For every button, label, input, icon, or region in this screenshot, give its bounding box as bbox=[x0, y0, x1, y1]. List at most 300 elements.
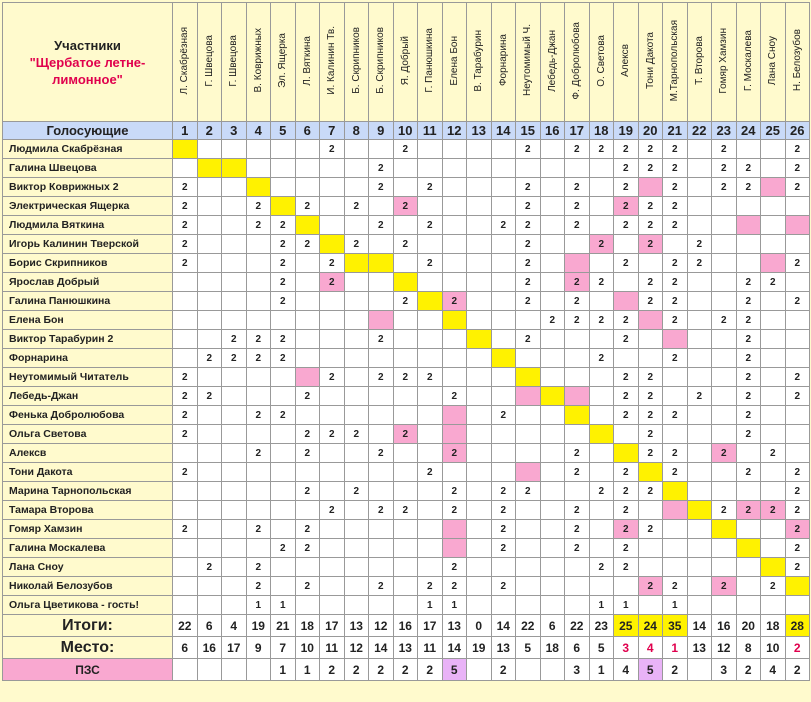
totals-value: 14 bbox=[687, 615, 712, 637]
vote-cell bbox=[393, 330, 418, 349]
vote-cell: 2 bbox=[614, 463, 639, 482]
vote-cell bbox=[197, 444, 222, 463]
vote-cell bbox=[712, 463, 737, 482]
vote-cell bbox=[491, 368, 516, 387]
vote-cell: 2 bbox=[271, 254, 296, 273]
participant-name: Л. Скабрёзная bbox=[179, 26, 191, 95]
vote-cell: 2 bbox=[638, 368, 663, 387]
vote-cell: 2 bbox=[418, 216, 443, 235]
vote-cell: 2 bbox=[687, 254, 712, 273]
vote-cell: 2 bbox=[369, 577, 394, 596]
participant-number: 25 bbox=[761, 122, 786, 140]
vote-cell: 2 bbox=[295, 577, 320, 596]
vote-cell: 2 bbox=[638, 482, 663, 501]
vote-cell bbox=[442, 311, 467, 330]
vote-cell bbox=[393, 406, 418, 425]
voter-name: Виктор Коврижных 2 bbox=[3, 178, 173, 197]
vote-cell bbox=[687, 558, 712, 577]
place-value: 18 bbox=[540, 637, 565, 659]
vote-cell: 2 bbox=[369, 501, 394, 520]
vote-cell bbox=[638, 178, 663, 197]
vote-cell: 2 bbox=[638, 273, 663, 292]
vote-cell bbox=[663, 235, 688, 254]
vote-cell: 2 bbox=[369, 159, 394, 178]
vote-cell bbox=[540, 463, 565, 482]
vote-cell bbox=[418, 444, 443, 463]
vote-cell bbox=[540, 387, 565, 406]
vote-cell: 2 bbox=[589, 482, 614, 501]
voter-row bbox=[3, 235, 810, 254]
vote-cell bbox=[467, 558, 492, 577]
voter-row bbox=[3, 577, 810, 596]
vote-cell bbox=[589, 330, 614, 349]
vote-cell bbox=[467, 368, 492, 387]
vote-cell bbox=[197, 140, 222, 159]
participant-header bbox=[761, 3, 786, 122]
place-value: 8 bbox=[736, 637, 761, 659]
voter-name: Фенька Добролюбова bbox=[3, 406, 173, 425]
vote-cell bbox=[418, 425, 443, 444]
vote-cell: 2 bbox=[295, 197, 320, 216]
vote-cell: 2 bbox=[736, 463, 761, 482]
vote-cell bbox=[173, 444, 198, 463]
vote-cell bbox=[516, 349, 541, 368]
vote-cell bbox=[271, 368, 296, 387]
vote-cell: 2 bbox=[663, 159, 688, 178]
vote-cell: 2 bbox=[712, 444, 737, 463]
vote-cell bbox=[271, 463, 296, 482]
vote-cell bbox=[173, 539, 198, 558]
vote-cell bbox=[540, 349, 565, 368]
vote-cell: 2 bbox=[491, 539, 516, 558]
vote-cell bbox=[638, 501, 663, 520]
vote-cell bbox=[736, 140, 761, 159]
vote-cell bbox=[295, 311, 320, 330]
vote-cell bbox=[565, 425, 590, 444]
vote-cell: 2 bbox=[736, 159, 761, 178]
vote-cell: 2 bbox=[712, 178, 737, 197]
vote-cell bbox=[295, 558, 320, 577]
vote-cell bbox=[197, 463, 222, 482]
totals-value: 20 bbox=[736, 615, 761, 637]
vote-cell: 2 bbox=[295, 425, 320, 444]
place-value: 11 bbox=[320, 637, 345, 659]
vote-cell bbox=[491, 235, 516, 254]
totals-value: 12 bbox=[369, 615, 394, 637]
vote-cell: 2 bbox=[516, 178, 541, 197]
participant-number: 2 bbox=[197, 122, 222, 140]
vote-cell bbox=[491, 444, 516, 463]
vote-cell bbox=[540, 216, 565, 235]
vote-cell: 2 bbox=[638, 292, 663, 311]
vote-cell bbox=[687, 178, 712, 197]
vote-cell bbox=[491, 178, 516, 197]
voter-name: Галина Панюшкина bbox=[3, 292, 173, 311]
vote-cell bbox=[222, 482, 247, 501]
vote-cell bbox=[467, 178, 492, 197]
vote-cell: 2 bbox=[785, 463, 810, 482]
vote-cell bbox=[197, 197, 222, 216]
participant-name: Б. Скрипников bbox=[375, 27, 387, 94]
vote-cell bbox=[222, 596, 247, 615]
vote-cell bbox=[638, 311, 663, 330]
vote-cell bbox=[712, 425, 737, 444]
place-value: 13 bbox=[393, 637, 418, 659]
vote-cell bbox=[369, 425, 394, 444]
vote-cell: 2 bbox=[197, 558, 222, 577]
vote-cell bbox=[761, 406, 786, 425]
vote-cell bbox=[320, 197, 345, 216]
vote-cell bbox=[516, 539, 541, 558]
vote-cell bbox=[173, 330, 198, 349]
place-value: 9 bbox=[246, 637, 271, 659]
vote-cell: 2 bbox=[614, 558, 639, 577]
participant-header bbox=[589, 3, 614, 122]
vote-cell bbox=[393, 216, 418, 235]
vote-cell: 2 bbox=[663, 197, 688, 216]
vote-cell: 2 bbox=[736, 311, 761, 330]
participant-header bbox=[712, 3, 737, 122]
vote-cell: 2 bbox=[540, 311, 565, 330]
place-value: 5 bbox=[516, 637, 541, 659]
voter-name: Форнарина bbox=[3, 349, 173, 368]
vote-cell bbox=[565, 482, 590, 501]
participant-header bbox=[271, 3, 296, 122]
place-value: 14 bbox=[369, 637, 394, 659]
vote-cell bbox=[638, 349, 663, 368]
vote-cell bbox=[687, 140, 712, 159]
participant-header bbox=[246, 3, 271, 122]
vote-cell bbox=[393, 558, 418, 577]
totals-value: 18 bbox=[295, 615, 320, 637]
vote-cell bbox=[442, 368, 467, 387]
vote-cell bbox=[614, 444, 639, 463]
vote-cell bbox=[687, 444, 712, 463]
vote-cell bbox=[565, 159, 590, 178]
vote-cell: 2 bbox=[320, 368, 345, 387]
vote-cell bbox=[246, 501, 271, 520]
participant-number: 15 bbox=[516, 122, 541, 140]
participant-header bbox=[736, 3, 761, 122]
vote-cell bbox=[761, 159, 786, 178]
vote-cell bbox=[785, 235, 810, 254]
vote-cell bbox=[467, 254, 492, 273]
vote-cell bbox=[271, 501, 296, 520]
vote-cell: 2 bbox=[565, 501, 590, 520]
vote-cell bbox=[540, 235, 565, 254]
vote-cell: 2 bbox=[589, 311, 614, 330]
vote-cell bbox=[736, 235, 761, 254]
vote-cell bbox=[491, 292, 516, 311]
vote-cell bbox=[761, 368, 786, 387]
voter-row bbox=[3, 425, 810, 444]
participant-number: 24 bbox=[736, 122, 761, 140]
vote-cell bbox=[369, 463, 394, 482]
voter-name: Тамара Второва bbox=[3, 501, 173, 520]
place-value: 12 bbox=[712, 637, 737, 659]
vote-cell bbox=[467, 482, 492, 501]
vote-cell: 2 bbox=[271, 273, 296, 292]
vote-cell bbox=[295, 273, 320, 292]
vote-cell: 2 bbox=[736, 330, 761, 349]
vote-cell bbox=[418, 558, 443, 577]
vote-cell bbox=[197, 235, 222, 254]
vote-cell bbox=[271, 387, 296, 406]
totals-value: 17 bbox=[320, 615, 345, 637]
vote-cell bbox=[246, 425, 271, 444]
vote-cell bbox=[246, 273, 271, 292]
vote-cell: 2 bbox=[663, 406, 688, 425]
totals-value: 13 bbox=[442, 615, 467, 637]
vote-cell bbox=[467, 596, 492, 615]
vote-cell bbox=[369, 387, 394, 406]
vote-cell: 2 bbox=[418, 463, 443, 482]
vote-cell bbox=[712, 235, 737, 254]
vote-cell: 1 bbox=[614, 596, 639, 615]
vote-cell: 2 bbox=[491, 406, 516, 425]
totals-value: 28 bbox=[785, 615, 810, 637]
vote-cell: 2 bbox=[638, 520, 663, 539]
vote-cell bbox=[173, 349, 198, 368]
participant-number: 11 bbox=[418, 122, 443, 140]
vote-cell bbox=[271, 197, 296, 216]
vote-cell bbox=[320, 235, 345, 254]
voter-row bbox=[3, 216, 810, 235]
vote-cell bbox=[589, 292, 614, 311]
header-subtitle: "Щербатое летне-лимонное" bbox=[29, 54, 146, 87]
vote-cell bbox=[540, 520, 565, 539]
vote-cell bbox=[589, 178, 614, 197]
vote-cell bbox=[712, 197, 737, 216]
place-row bbox=[3, 637, 810, 659]
vote-cell bbox=[687, 159, 712, 178]
vote-cell: 2 bbox=[271, 292, 296, 311]
vote-cell bbox=[222, 197, 247, 216]
totals-value: 21 bbox=[271, 615, 296, 637]
vote-cell bbox=[761, 235, 786, 254]
participant-header bbox=[467, 3, 492, 122]
vote-cell bbox=[295, 463, 320, 482]
vote-cell: 2 bbox=[442, 482, 467, 501]
vote-cell: 2 bbox=[785, 140, 810, 159]
vote-cell bbox=[614, 273, 639, 292]
vote-cell bbox=[442, 539, 467, 558]
pzs-value: 4 bbox=[614, 659, 639, 681]
vote-cell bbox=[687, 539, 712, 558]
vote-cell: 2 bbox=[663, 273, 688, 292]
vote-cell bbox=[540, 425, 565, 444]
vote-cell bbox=[344, 159, 369, 178]
vote-cell: 2 bbox=[712, 577, 737, 596]
vote-cell bbox=[785, 197, 810, 216]
vote-cell: 2 bbox=[491, 520, 516, 539]
vote-cell bbox=[418, 273, 443, 292]
totals-value: 17 bbox=[418, 615, 443, 637]
vote-cell: 2 bbox=[663, 311, 688, 330]
vote-cell bbox=[344, 577, 369, 596]
voter-row bbox=[3, 444, 810, 463]
voter-name: Алексв bbox=[3, 444, 173, 463]
vote-cell bbox=[565, 558, 590, 577]
vote-cell bbox=[344, 444, 369, 463]
vote-cell bbox=[761, 216, 786, 235]
vote-cell bbox=[712, 273, 737, 292]
vote-cell: 2 bbox=[736, 406, 761, 425]
vote-cell bbox=[467, 273, 492, 292]
vote-cell: 2 bbox=[516, 273, 541, 292]
vote-cell bbox=[344, 406, 369, 425]
vote-cell: 2 bbox=[614, 216, 639, 235]
vote-cell bbox=[565, 596, 590, 615]
vote-cell bbox=[565, 577, 590, 596]
vote-cell: 2 bbox=[393, 501, 418, 520]
vote-cell bbox=[295, 140, 320, 159]
vote-cell: 2 bbox=[246, 444, 271, 463]
voter-name: Борис Скрипников bbox=[3, 254, 173, 273]
vote-cell: 2 bbox=[442, 292, 467, 311]
vote-cell: 2 bbox=[638, 216, 663, 235]
vote-cell bbox=[271, 558, 296, 577]
voter-row bbox=[3, 178, 810, 197]
header-title-cell bbox=[3, 3, 173, 122]
vote-cell bbox=[712, 539, 737, 558]
totals-label: Итоги: bbox=[3, 615, 173, 637]
vote-cell bbox=[540, 159, 565, 178]
vote-cell: 2 bbox=[712, 140, 737, 159]
vote-cell bbox=[271, 311, 296, 330]
vote-cell: 2 bbox=[516, 482, 541, 501]
participant-name: И. Калинин Тв. bbox=[326, 26, 338, 95]
vote-cell bbox=[467, 235, 492, 254]
vote-cell bbox=[344, 216, 369, 235]
vote-cell bbox=[197, 596, 222, 615]
vote-cell: 2 bbox=[271, 539, 296, 558]
vote-cell bbox=[712, 596, 737, 615]
vote-cell bbox=[344, 140, 369, 159]
vote-cell: 2 bbox=[638, 197, 663, 216]
vote-cell bbox=[491, 349, 516, 368]
vote-cell: 2 bbox=[589, 558, 614, 577]
vote-cell bbox=[369, 539, 394, 558]
vote-cell bbox=[393, 482, 418, 501]
vote-cell: 2 bbox=[614, 539, 639, 558]
vote-cell: 2 bbox=[565, 463, 590, 482]
vote-cell bbox=[785, 349, 810, 368]
vote-cell: 2 bbox=[638, 406, 663, 425]
participant-number: 19 bbox=[614, 122, 639, 140]
vote-cell: 2 bbox=[663, 444, 688, 463]
vote-cell bbox=[516, 406, 541, 425]
vote-cell bbox=[712, 330, 737, 349]
place-value: 4 bbox=[638, 637, 663, 659]
voter-name: Виктор Тарабурин 2 bbox=[3, 330, 173, 349]
participant-name: Эл. Ящерка bbox=[277, 33, 289, 88]
vote-cell bbox=[761, 292, 786, 311]
vote-cell bbox=[687, 406, 712, 425]
vote-cell bbox=[442, 349, 467, 368]
vote-cell bbox=[491, 596, 516, 615]
vote-cell: 2 bbox=[246, 558, 271, 577]
totals-value: 22 bbox=[565, 615, 590, 637]
voter-name: Людмила Скабрёзная bbox=[3, 140, 173, 159]
vote-cell bbox=[271, 520, 296, 539]
vote-cell bbox=[418, 482, 443, 501]
participant-header bbox=[565, 3, 590, 122]
voter-row bbox=[3, 387, 810, 406]
vote-cell bbox=[491, 425, 516, 444]
vote-cell bbox=[712, 292, 737, 311]
participant-number: 26 bbox=[785, 122, 810, 140]
vote-cell: 2 bbox=[173, 368, 198, 387]
vote-cell bbox=[197, 311, 222, 330]
place-value: 7 bbox=[271, 637, 296, 659]
participant-name: Тони Дакота bbox=[644, 32, 656, 89]
vote-cell bbox=[173, 292, 198, 311]
vote-cell bbox=[295, 178, 320, 197]
vote-cell bbox=[246, 368, 271, 387]
vote-cell bbox=[467, 387, 492, 406]
vote-cell: 2 bbox=[246, 197, 271, 216]
vote-cell: 2 bbox=[785, 254, 810, 273]
vote-cell: 2 bbox=[736, 425, 761, 444]
voter-row bbox=[3, 159, 810, 178]
vote-cell: 2 bbox=[295, 520, 320, 539]
vote-cell: 2 bbox=[565, 311, 590, 330]
vote-cell bbox=[785, 406, 810, 425]
vote-cell bbox=[197, 159, 222, 178]
vote-cell bbox=[271, 159, 296, 178]
voter-name: Неутомимый Читатель bbox=[3, 368, 173, 387]
totals-value: 16 bbox=[393, 615, 418, 637]
vote-cell bbox=[418, 292, 443, 311]
totals-value: 35 bbox=[663, 615, 688, 637]
totals-value: 19 bbox=[246, 615, 271, 637]
totals-value: 4 bbox=[222, 615, 247, 637]
vote-cell bbox=[687, 596, 712, 615]
participant-header bbox=[197, 3, 222, 122]
vote-cell: 2 bbox=[173, 463, 198, 482]
vote-cell: 2 bbox=[344, 197, 369, 216]
vote-cell bbox=[393, 444, 418, 463]
vote-cell: 2 bbox=[442, 558, 467, 577]
vote-cell bbox=[222, 444, 247, 463]
vote-cell bbox=[393, 349, 418, 368]
vote-cell bbox=[418, 520, 443, 539]
vote-cell bbox=[173, 311, 198, 330]
vote-cell bbox=[687, 368, 712, 387]
vote-cell bbox=[197, 482, 222, 501]
participant-name: Л. Вяткина bbox=[301, 35, 313, 86]
place-value: 13 bbox=[687, 637, 712, 659]
vote-cell bbox=[344, 463, 369, 482]
vote-cell bbox=[565, 254, 590, 273]
vote-cell: 2 bbox=[173, 216, 198, 235]
pzs-value: 2 bbox=[736, 659, 761, 681]
pzs-label: ПЗС bbox=[3, 659, 173, 681]
vote-cell: 1 bbox=[442, 596, 467, 615]
vote-cell bbox=[540, 482, 565, 501]
vote-cell bbox=[565, 349, 590, 368]
totals-value: 6 bbox=[197, 615, 222, 637]
vote-cell: 2 bbox=[663, 178, 688, 197]
participant-number: 4 bbox=[246, 122, 271, 140]
vote-cell bbox=[197, 273, 222, 292]
participant-name: Г. Швецова bbox=[203, 34, 215, 87]
vote-cell: 2 bbox=[614, 368, 639, 387]
vote-cell bbox=[344, 558, 369, 577]
vote-cell bbox=[687, 482, 712, 501]
vote-cell bbox=[663, 387, 688, 406]
